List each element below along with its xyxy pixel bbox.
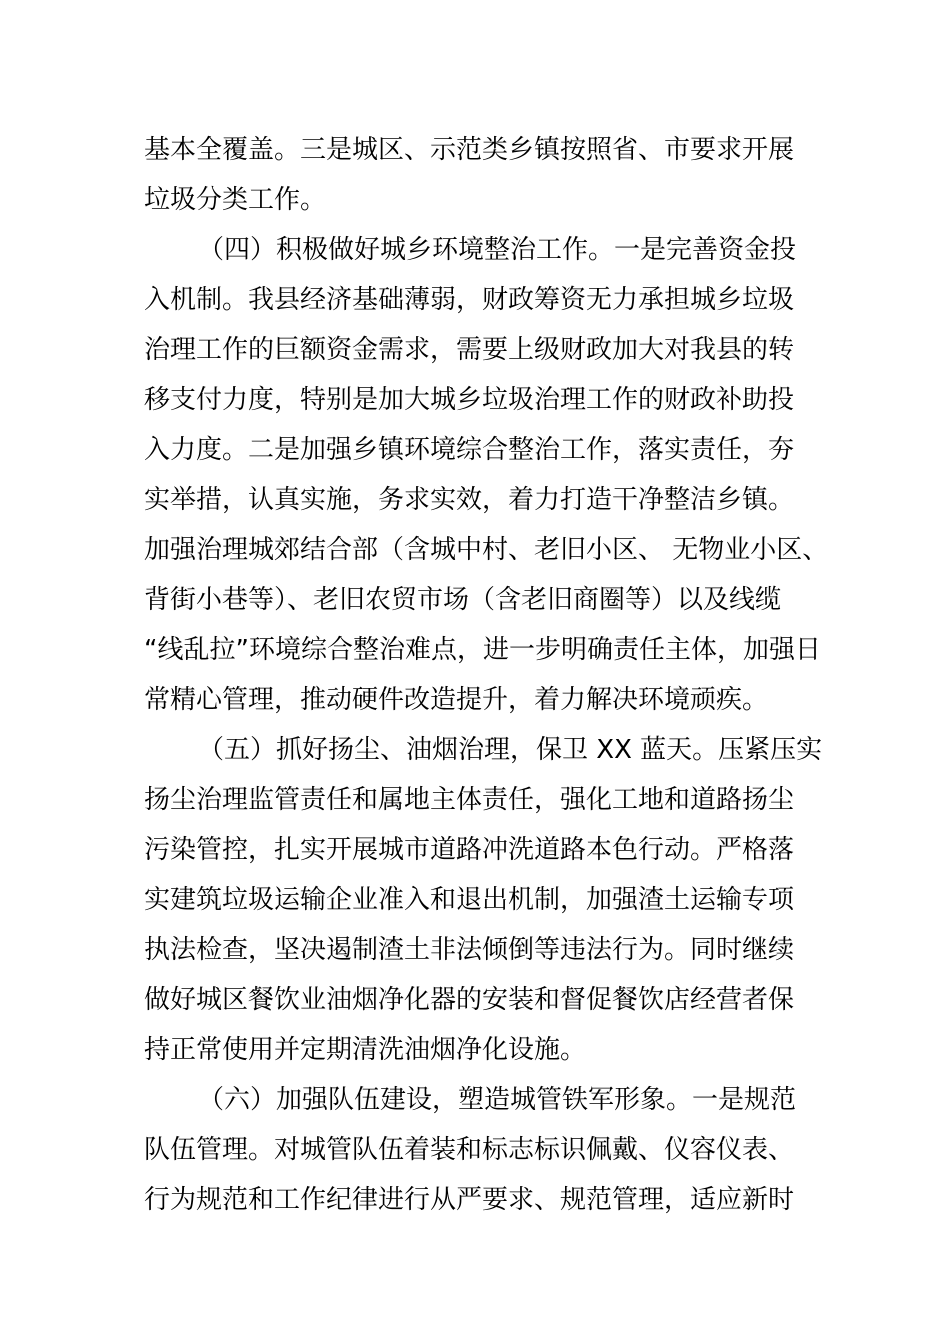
text-line: 扬尘治理监管责任和属地主体责任，强化工地和道路扬尘 bbox=[144, 785, 795, 815]
paragraph-heading: （五）抓好扬尘、油烟治理，保卫 XX 蓝天。压紧压实 bbox=[198, 735, 823, 765]
text-line: 队伍管理。对城管队伍着装和标志标识佩戴、仪容仪表、 bbox=[144, 1135, 795, 1165]
text-line: 实建筑垃圾运输企业准入和退出机制，加强渣土运输专项 bbox=[144, 885, 795, 915]
paragraph-heading: （四）积极做好城乡环境整治工作。一是完善资金投 bbox=[198, 235, 797, 265]
text-line: “线乱拉”环境综合整治难点，进一步明确责任主体，加强日 bbox=[144, 635, 821, 665]
text-line: 移支付力度，特别是加大城乡垃圾治理工作的财政补助投 bbox=[144, 385, 795, 415]
text-line: 入力度。二是加强乡镇环境综合整治工作，落实责任，夯 bbox=[144, 435, 795, 465]
text-line: 垃圾分类工作。 bbox=[144, 185, 327, 215]
text-line: 持正常使用并定期清洗油烟净化设施。 bbox=[144, 1035, 587, 1065]
text-line: 实举措，认真实施，务求实效，着力打造干净整洁乡镇。 bbox=[144, 485, 795, 515]
text-line: 做好城区餐饮业油烟净化器的安装和督促餐饮店经营者保 bbox=[144, 985, 795, 1015]
text-line: 基本全覆盖。三是城区、示范类乡镇按照省、市要求开展 bbox=[144, 135, 795, 165]
text-line: 治理工作的巨额资金需求，需要上级财政加大对我县的转 bbox=[144, 335, 795, 365]
text-line: 污染管控，扎实开展城市道路冲洗道路本色行动。严格落 bbox=[144, 835, 795, 865]
text-line: 行为规范和工作纪律进行从严要求、规范管理，适应新时 bbox=[144, 1185, 795, 1215]
text-line: 入机制。我县经济基础薄弱，财政筹资无力承担城乡垃圾 bbox=[144, 285, 795, 315]
paragraph-heading: （六）加强队伍建设，塑造城管铁军形象。一是规范 bbox=[198, 1085, 797, 1115]
text-line: 常精心管理，推动硬件改造提升，着力解决环境顽疾。 bbox=[144, 685, 769, 715]
text-line: 加强治理城郊结合部（含城中村、老旧小区、 无物业小区、 bbox=[144, 535, 829, 565]
text-line: 执法检查，坚决遏制渣土非法倾倒等违法行为。同时继续 bbox=[144, 935, 795, 965]
text-line: 背街小巷等）、老旧农贸市场（含老旧商圈等）以及线缆 bbox=[144, 585, 782, 615]
